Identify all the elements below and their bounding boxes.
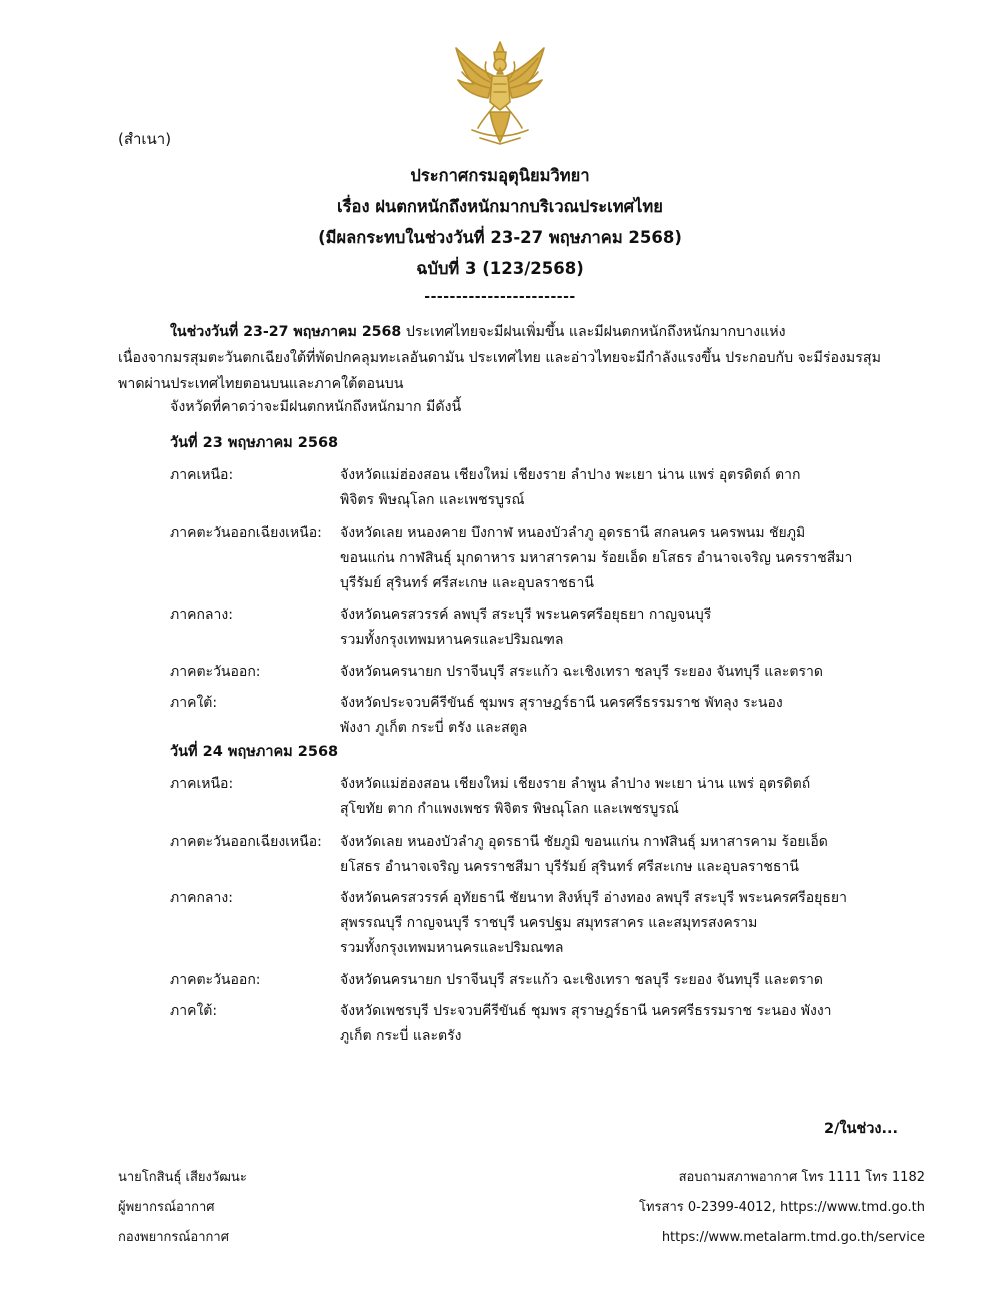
region-name: ภาคตะวันออกเฉียงเหนือ: — [170, 525, 322, 541]
province-line: จังหวัดประจวบคีรีขันธ์ ชุมพร สุราษฎร์ธานี นครศรีธรรมราช พัทลุง ระนอง — [340, 695, 783, 711]
announcement-title-block — [0, 160, 1000, 310]
province-line: จังหวัดเพชรบุรี ประจวบคีรีขันธ์ ชุมพร สุราษฎร์ธานี นครศรีธรรมราช ระนอง พังงา — [340, 1003, 832, 1019]
region-east — [170, 968, 910, 999]
province-line: ภูเก็ต กระบี่ และตรัง — [340, 1028, 462, 1044]
province-line: สุโขทัย ตาก กำแพงเพชร พิจิตร พิษณุโลก และเพชรบูรณ์ — [340, 801, 679, 817]
intro-line-3: พาดผ่านประเทศไทยตอนบนและภาคใต้ตอนบน — [118, 376, 404, 392]
region-name: ภาคเหนือ: — [170, 776, 234, 792]
region-south — [170, 691, 910, 746]
province-line: จังหวัดนครนายก ปราจีนบุรี สระแก้ว ฉะเชิงเทรา ชลบุรี ระยอง จันทบุรี และตราด — [340, 972, 823, 988]
region-name: ภาคเหนือ: — [170, 467, 234, 483]
region-northeast — [170, 830, 910, 886]
next-page-marker: 2/ในช่วง... — [824, 1121, 898, 1137]
region-provinces — [340, 691, 900, 741]
region-name: ภาคกลาง: — [170, 607, 233, 623]
title-divider: ------------------------ — [424, 289, 576, 305]
province-line: รวมทั้งกรุงเทพมหานครและปริมณฑล — [340, 940, 564, 956]
intro-line-1-rest: ประเทศไทยจะมีฝนเพิ่มขึ้น และมีฝนตกหนักถึงหนักมากบางแห่ง — [401, 324, 786, 340]
region-provinces — [340, 999, 900, 1049]
region-name: ภาคตะวันออก: — [170, 972, 261, 988]
region-northeast — [170, 521, 910, 603]
provinces-lead-text: จังหวัดที่คาดว่าจะมีฝนตกหนักถึงหนักมาก มีดังนี้ — [170, 399, 462, 415]
copy-mark: (สำเนา) — [118, 130, 172, 148]
signer-division: กองพยากรณ์อากาศ — [118, 1230, 229, 1245]
region-provinces — [340, 603, 900, 653]
province-line: พิจิตร พิษณุโลก และเพชรบูรณ์ — [340, 492, 525, 508]
region-provinces — [340, 660, 900, 685]
region-provinces — [340, 886, 900, 961]
region-north — [170, 772, 910, 830]
signature-block — [118, 1163, 247, 1253]
province-line: สุพรรณบุรี กาญจนบุรี ราชบุรี นครปฐม สมุทรสาคร และสมุทรสงคราม — [340, 915, 758, 931]
region-provinces — [340, 463, 900, 513]
day-section-2 — [170, 739, 910, 1054]
region-name: ภาคใต้: — [170, 695, 218, 711]
contact-block — [639, 1163, 925, 1253]
province-line: จังหวัดเลย หนองบัวลำภู อุดรธานี ชัยภูมิ ขอนแก่น กาฬสินธุ์ มหาสารคาม ร้อยเอ็ด — [340, 834, 828, 850]
region-north — [170, 463, 910, 521]
province-line: จังหวัดเลย หนองคาย บึงกาฬ หนองบัวลำภู อุดรธานี สกลนคร นครพนม ชัยภูมิ — [340, 525, 806, 541]
intro-line-1 — [118, 319, 898, 345]
title-line-3: (มีผลกระทบในช่วงวันที่ 23-27 พฤษภาคม 2568) — [318, 228, 682, 247]
province-line: พังงา ภูเก็ต กระบี่ ตรัง และสตูล — [340, 720, 528, 736]
title-line-1: ประกาศกรมอุตุนิยมวิทยา — [410, 166, 590, 185]
intro-paragraph — [118, 319, 898, 397]
region-name: ภาคตะวันออกเฉียงเหนือ: — [170, 834, 322, 850]
region-provinces — [340, 772, 900, 822]
region-name: ภาคตะวันออก: — [170, 664, 261, 680]
day-title: วันที่ 24 พฤษภาคม 2568 — [170, 744, 339, 760]
intro-line-2: เนื่องจากมรสุมตะวันตกเฉียงใต้ที่พัดปกคลุมทะเลอันดามัน ประเทศไทย และอ่าวไทยจะมีกำลังแรงขึ้น ประกอบกับ จะมีร่องมรสุม — [118, 350, 881, 366]
province-line: ขอนแก่น กาฬสินธุ์ มุกดาหาร มหาสารคาม ร้อยเอ็ด ยโสธร อำนาจเจริญ นครราชสีมา — [340, 550, 853, 566]
province-line: จังหวัดนครสวรรค์ อุทัยธานี ชัยนาท สิงห์บุรี อ่างทอง ลพบุรี สระบุรี พระนครศรีอยุธยา — [340, 890, 847, 906]
region-provinces — [340, 830, 900, 880]
province-line: จังหวัดแม่ฮ่องสอน เชียงใหม่ เชียงราย ลำปาง พะเยา น่าน แพร่ อุตรดิตถ์ ตาก — [340, 467, 801, 483]
day-section-1 — [170, 430, 910, 746]
contact-phone: สอบถามสภาพอากาศ โทร 1111 โทร 1182 — [678, 1170, 925, 1185]
region-name: ภาคกลาง: — [170, 890, 233, 906]
province-line: จังหวัดนครนายก ปราจีนบุรี สระแก้ว ฉะเชิงเทรา ชลบุรี ระยอง จันทบุรี และตราด — [340, 664, 823, 680]
province-line: จังหวัดนครสวรรค์ ลพบุรี สระบุรี พระนครศรีอยุธยา กาญจนบุรี — [340, 607, 712, 623]
garuda-emblem-icon — [450, 38, 550, 148]
day-title: วันที่ 23 พฤษภาคม 2568 — [170, 435, 339, 451]
region-provinces — [340, 968, 900, 993]
province-line: บุรีรัมย์ สุรินทร์ ศรีสะเกษ และอุบลราชธานี — [340, 575, 594, 591]
contact-service-link[interactable]: https://www.metalarm.tmd.go.th/service — [661, 1230, 925, 1245]
region-east — [170, 660, 910, 691]
intro-bold-dates: ในช่วงวันที่ 23-27 พฤษภาคม 2568 — [170, 324, 402, 340]
region-name: ภาคใต้: — [170, 1003, 218, 1019]
title-line-4: ฉบับที่ 3 (123/2568) — [416, 259, 584, 278]
region-south — [170, 999, 910, 1054]
province-line: จังหวัดแม่ฮ่องสอน เชียงใหม่ เชียงราย ลำพูน ลำปาง พะเยา น่าน แพร่ อุตรดิตถ์ — [340, 776, 811, 792]
region-provinces — [340, 521, 900, 596]
signer-role: ผู้พยากรณ์อากาศ — [118, 1200, 215, 1215]
province-line: ยโสธร อำนาจเจริญ นครราชสีมา บุรีรัมย์ สุรินทร์ ศรีสะเกษ และอุบลราชธานี — [340, 859, 799, 875]
contact-fax-website[interactable]: โทรสาร 0-2399-4012, https://www.tmd.go.th — [639, 1200, 925, 1215]
province-line: รวมทั้งกรุงเทพมหานครและปริมณฑล — [340, 632, 564, 648]
title-line-2: เรื่อง ฝนตกหนักถึงหนักมากบริเวณประเทศไทย — [337, 197, 663, 216]
region-central — [170, 603, 910, 660]
signer-name: นายโกสินธุ์ เสียงวัฒนะ — [118, 1170, 247, 1185]
region-central — [170, 886, 910, 968]
